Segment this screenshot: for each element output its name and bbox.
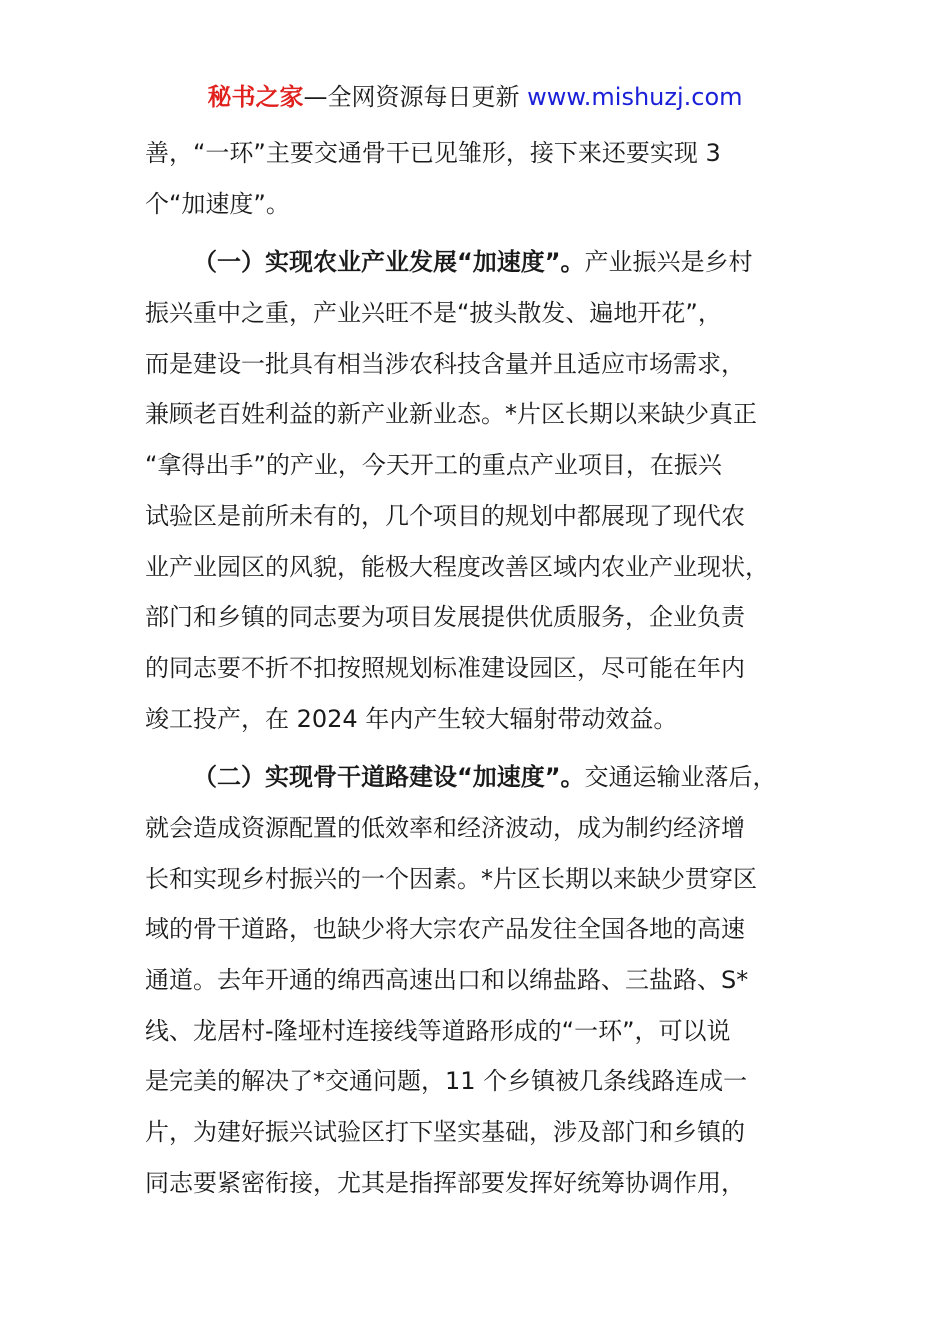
text-line: 长和实现乡村振兴的一个因素。*片区长期以来缺少贯穿区 [145,864,757,893]
section-1-heading: （一）实现农业产业发展“加速度”。 [193,248,585,277]
text-span: 交通运输业落后， [584,763,777,792]
document-body [145,128,805,1208]
section-1-first-line [145,237,805,288]
text-line: 业产业园区的风貌，能极大程度改善区域内农业产业现状， [145,552,769,581]
section-2-first-line [145,752,805,803]
text-line: 域的骨干道路，也缺少将大宗农产品发往全国各地的高速 [145,915,745,944]
text-line: “拿得出手”的产业，今天开工的重点产业项目，在振兴 [145,451,722,480]
text-line: 通道。去年开通的绵西高速出口和以绵盐路、三盐路、S* [145,966,749,994]
text-line: 是完美的解决了*交通问题，11 个乡镇被几条线路连成一 [145,1067,748,1096]
text-line: 个“加速度”。 [145,189,290,218]
site-url-link[interactable]: www.mishuzj.com [527,83,743,111]
site-header [0,82,950,112]
text-line: 片，为建好振兴试验区打下坚实基础，涉及部门和乡镇的 [145,1118,745,1147]
text-line: 兼顾老百姓利益的新产业新业态。*片区长期以来缺少真正 [145,400,757,429]
text-line: 部门和乡镇的同志要为项目发展提供优质服务，企业负责 [145,603,745,632]
text-span: 产业振兴是乡村 [584,248,753,277]
intro-paragraph [145,128,805,229]
site-slogan: —全网资源每日更新 [303,83,528,111]
site-brand: 秘书之家 [207,83,304,111]
section-1-paragraph [145,237,805,744]
text-line: 竣工投产，在 2024 年内产生较大辐射带动效益。 [145,704,678,733]
text-line: 线、龙居村-隆垭村连接线等道路形成的“一环”，可以说 [145,1016,731,1045]
section-2-paragraph [145,752,805,1208]
text-line: 的同志要不折不扣按照规划标准建设园区，尽可能在年内 [145,653,745,682]
section-2-heading: （二）实现骨干道路建设“加速度”。 [193,763,585,792]
text-line: 就会造成资源配置的低效率和经济波动，成为制约经济增 [145,813,745,842]
text-line: 同志要紧密衔接，尤其是指挥部要发挥好统筹协调作用， [145,1168,745,1197]
text-line: 善，“一环”主要交通骨干已见雏形，接下来还要实现 3 [145,139,721,167]
text-line: 试验区是前所未有的，几个项目的规划中都展现了现代农 [145,501,745,530]
text-line: 而是建设一批具有相当涉农科技含量并且适应市场需求， [145,349,745,378]
text-line: 振兴重中之重，产业兴旺不是“披头散发、遍地开花”， [145,299,722,328]
